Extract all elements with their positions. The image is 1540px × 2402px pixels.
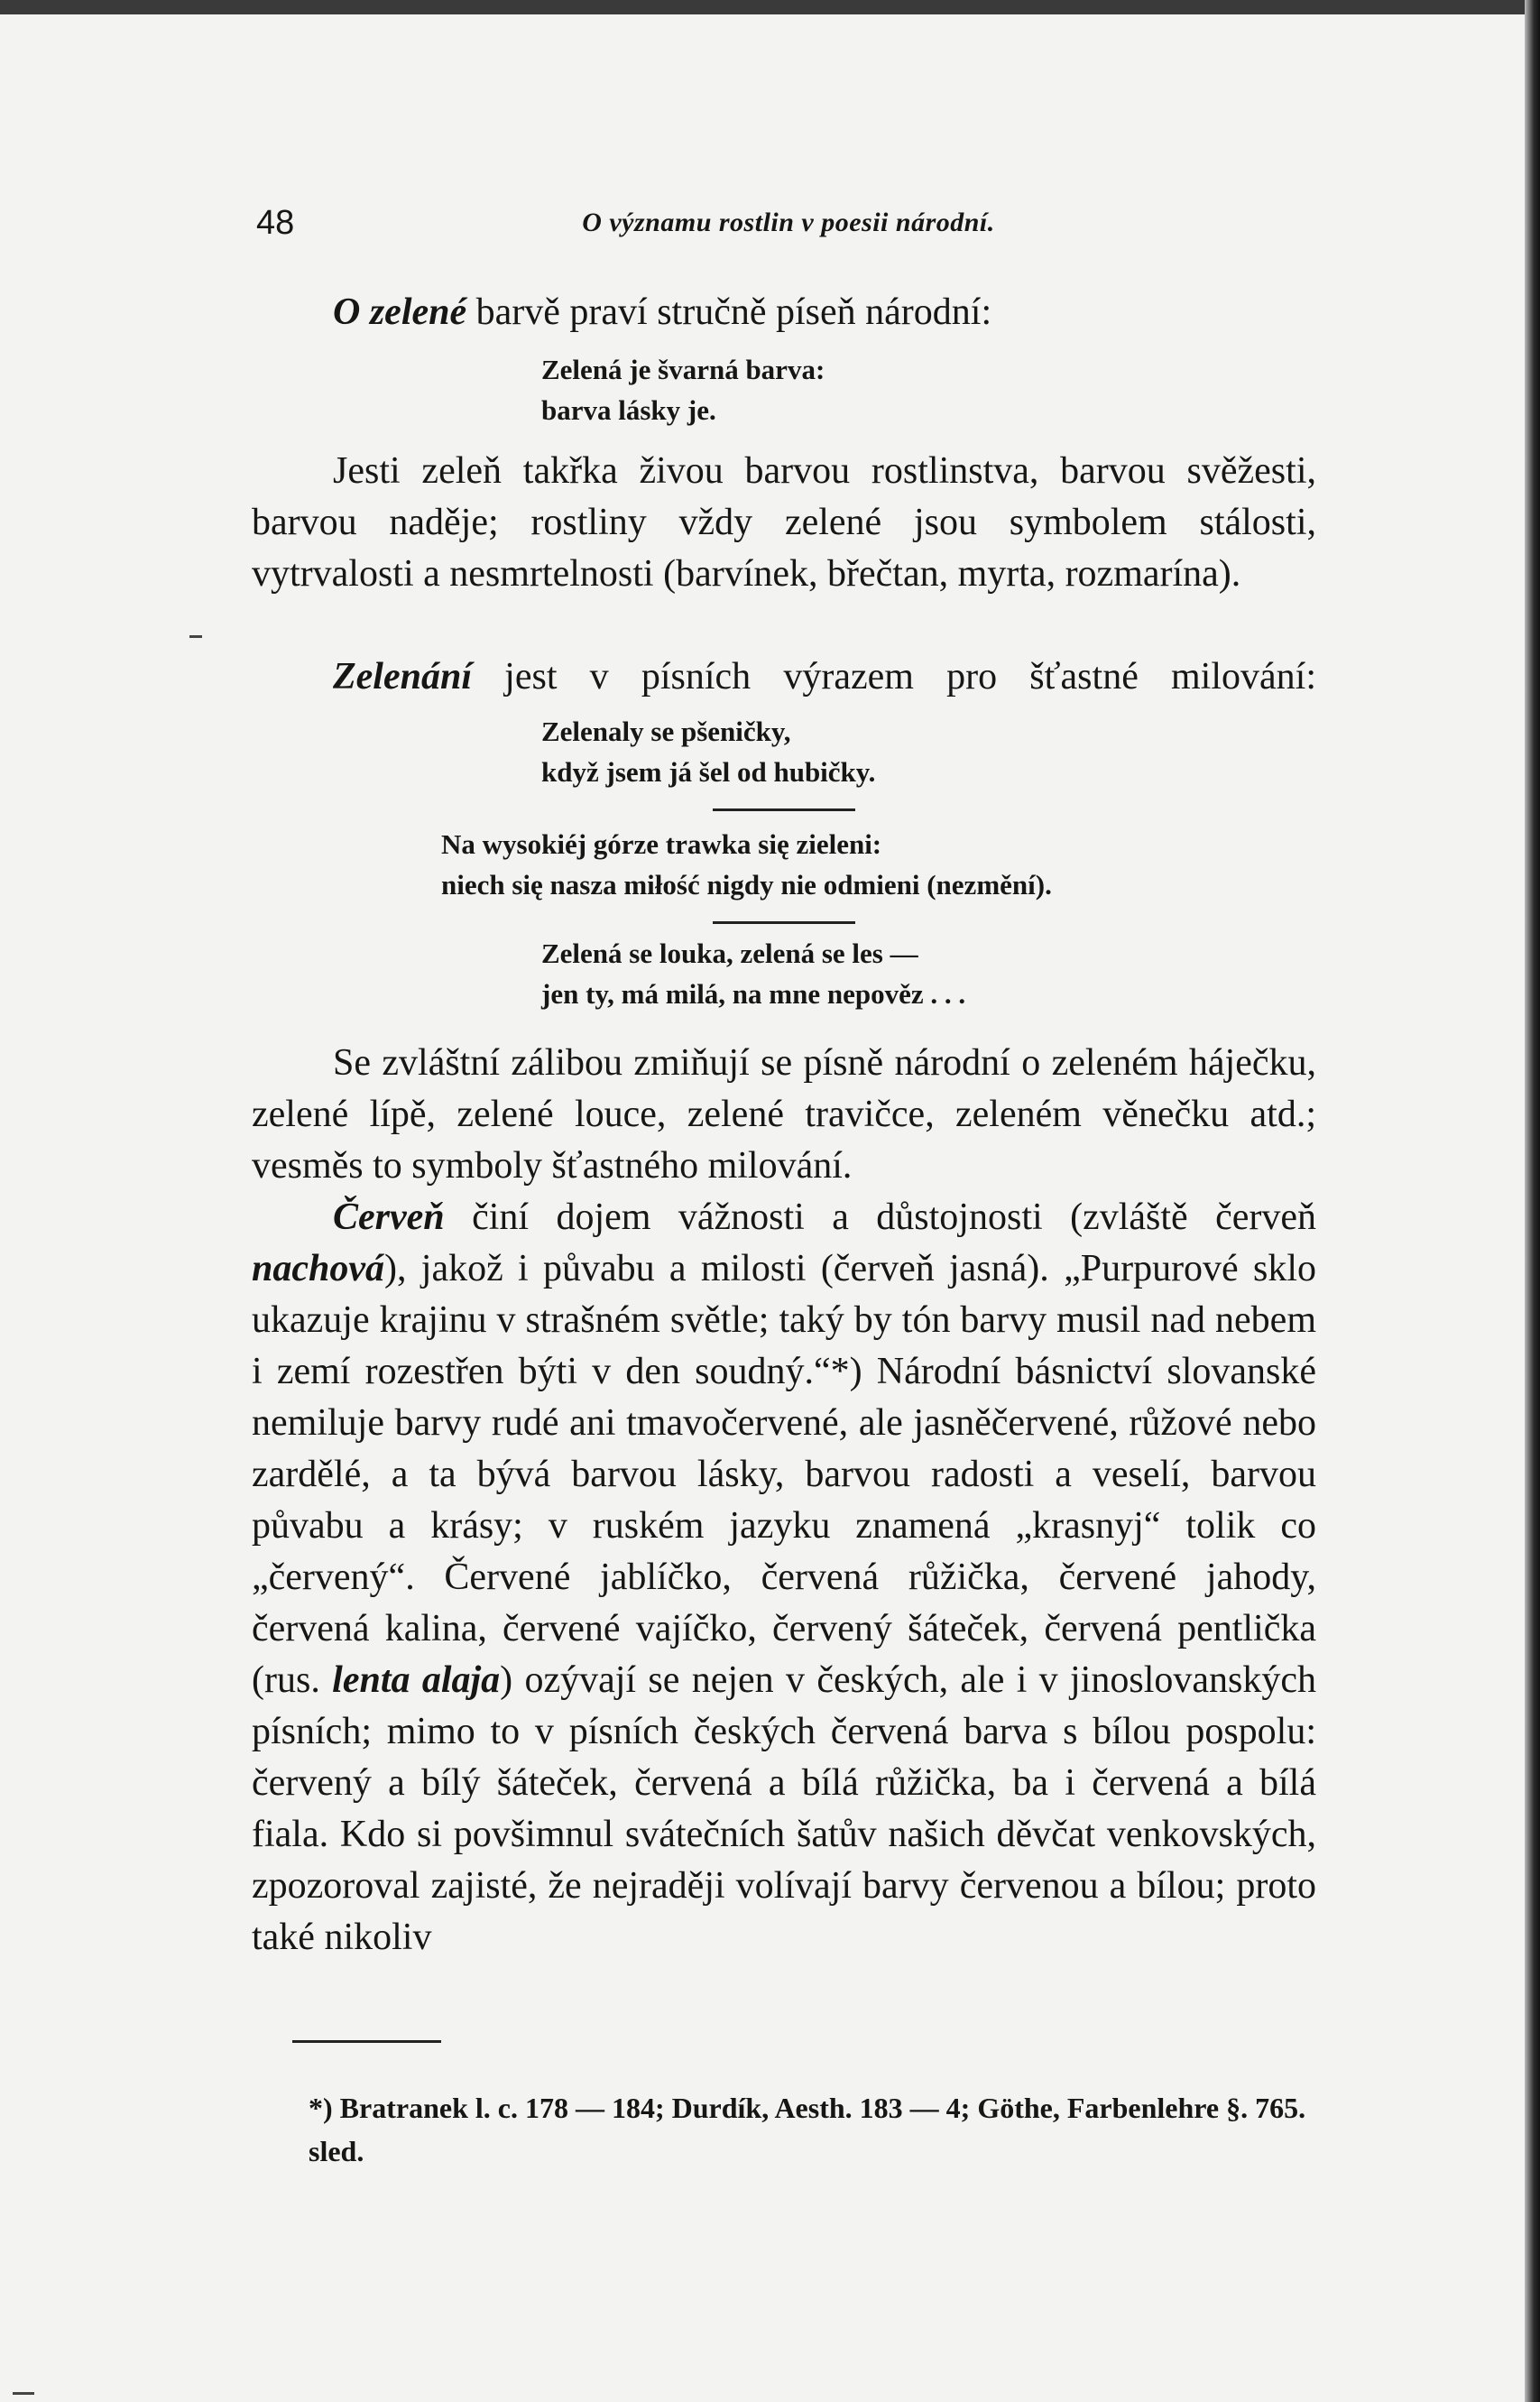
verse-line: když jsem já šel od hubičky. xyxy=(541,756,876,788)
intro-line xyxy=(252,287,1316,338)
footnote: *) Bratranek l. c. 178 — 184; Durdík, Aesth. 183 — 4; Göthe, Farbenlehre §. 765. sled. xyxy=(309,2092,1306,2167)
paragraph-5-text-2: ), jakož i půvabu a milosti (červeň jasná). „Purpurové sklo ukazuje krajinu v strašném světle; taký by tón barvy musil nad nebem i zemí rozestřen býti v den soudný.“*) Národní básnictví slovanské nemiluje barvy rudé ani tmavočervené, ale jasněčervené, růžové nebo zardělé, a ta bývá barvou lásky, barvou radosti a veselí, barvou půvabu a krásy; v ruském jazyku znamená „krasnyj“ tolik co „červený“. Červené jablíčko, červená růžička, červené jahody, červená kalina, červené vajíčko, červený šáteček, červená pentlička (rus. xyxy=(252,1248,1316,1701)
verse-line: Zelenaly se pšeničky, xyxy=(541,716,791,747)
footnote-rule xyxy=(292,2040,441,2043)
verse-3 xyxy=(441,824,1052,905)
page-header xyxy=(256,204,1321,249)
verse-2 xyxy=(541,711,875,792)
verse-separator xyxy=(713,921,855,924)
margin-mark xyxy=(189,635,202,638)
verse-line: Zelená je švarná barva: xyxy=(541,354,825,385)
verse-line: niech się nasza miłość nigdy nie odmieni (nezmění). xyxy=(441,869,1052,901)
margin-mark xyxy=(13,2392,34,2395)
verse-line: Na wysokiéj górze trawka się zieleni: xyxy=(441,828,882,860)
paragraph-5-emphasis-2: nachová xyxy=(252,1248,384,1289)
paragraph-5-emphasis-1: Červeň xyxy=(333,1196,445,1238)
running-title: O významu rostlin v poesii národní. xyxy=(582,208,995,237)
intro-emphasis: O zelené xyxy=(333,291,467,333)
verse-line: jen ty, má milá, na mne nepověz . . . xyxy=(541,978,966,1010)
intro-text: barvě praví stručně píseň národní: xyxy=(466,291,992,333)
paragraph-2 xyxy=(252,446,1316,600)
verse-line: barva lásky je. xyxy=(541,394,716,426)
paragraph-5-text-1: činí dojem vážnosti a důstojnosti (zvláště červeň xyxy=(444,1196,1316,1238)
paragraph-5-emphasis-3: lenta alaja xyxy=(332,1659,501,1701)
paragraph-3-text: jest v písních výrazem pro šťastné milování: xyxy=(472,656,1316,698)
page-number: 48 xyxy=(256,204,295,242)
verse-separator xyxy=(713,808,855,811)
paragraph-5-text-3: ) ozývají se nejen v českých, ale i v jinoslovanských písních; mimo to v písních českých červená barva s bílou pospolu: červený a bílý šáteček, červená a bílá růžička, ba i červená a bílá fiala. Kdo si povšimnul svátečních šatův našich děvčat venkovských, zpozoroval zajisté, že nejraději volívají barvy červenou a bílou; proto také nikoliv xyxy=(252,1659,1316,1958)
paragraph-5 xyxy=(252,1192,1316,1963)
paragraph-4-text: Se zvláštní zálibou zmiňují se písně národní o zeleném háječku, zelené lípě, zelené louce, zelené travičce, zeleném věnečku atd.; vesměs to symboly šťastného milování. xyxy=(252,1042,1316,1187)
paragraph-4 xyxy=(252,1038,1316,1192)
paragraph-2-text: Jesti zeleň takřka živou barvou rostlinstva, barvou svěžesti, barvou naděje; rostliny vždy zelené jsou symbolem stálosti, vytrvalosti a nesmrtelnosti (barvínek, břečtan, myrta, rozmarína). xyxy=(252,450,1316,595)
verse-line: Zelená se louka, zelená se les — xyxy=(541,938,918,969)
paragraph-3 xyxy=(252,651,1316,703)
verse-1 xyxy=(541,349,825,430)
paragraph-3-emphasis: Zelenání xyxy=(333,656,472,698)
page-edge-shadow xyxy=(1525,0,1540,2402)
verse-4 xyxy=(541,933,965,1014)
book-page xyxy=(0,14,1525,2402)
